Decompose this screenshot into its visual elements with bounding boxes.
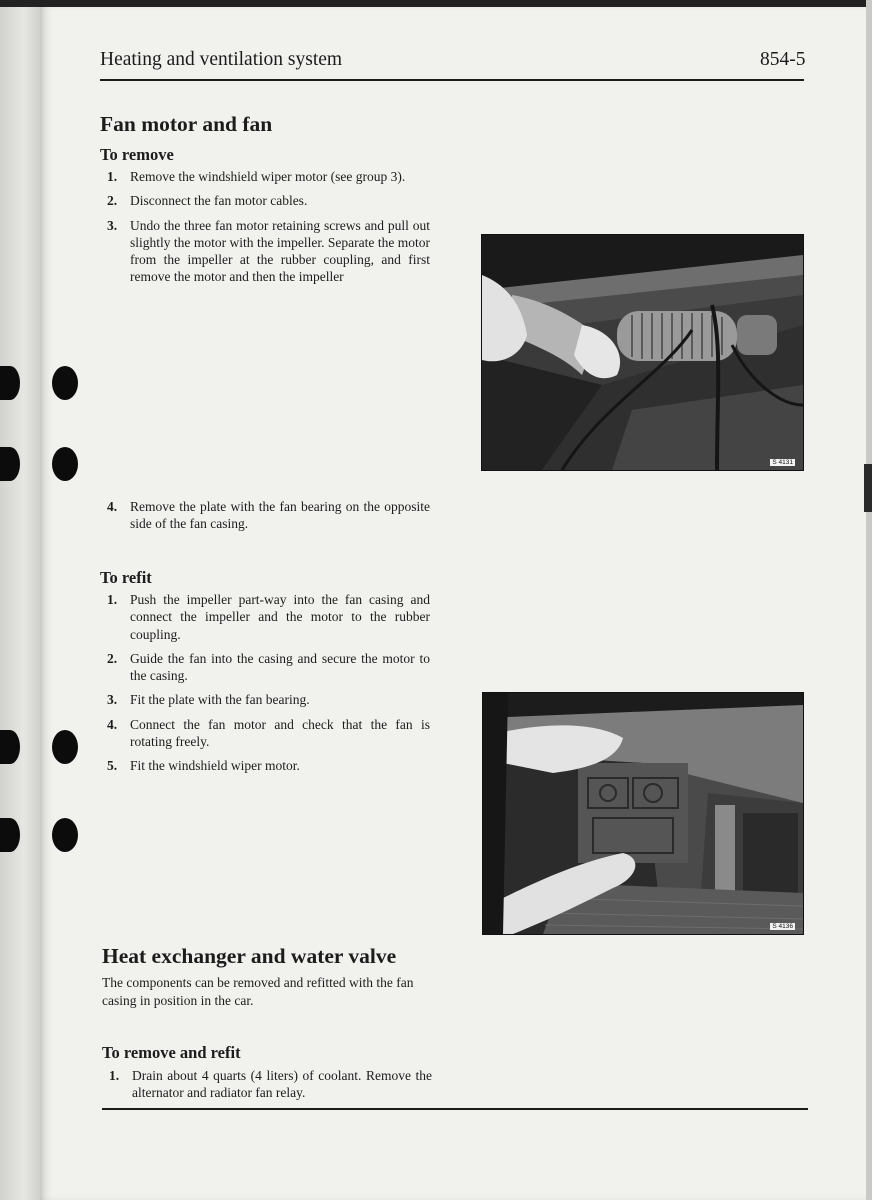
remove-steps-list-cont [100,498,430,540]
header-rule [100,79,804,81]
figure-id-label: S 4131 [772,459,793,466]
step-number: 3. [107,217,118,233]
step-text: Fit the plate with the fan bearing. [130,692,310,708]
binder-hole [0,730,20,764]
step-number: 2. [107,193,118,209]
step-text: Drain about 4 quarts (4 liters) of coolant. Remove the alternator and radiator fan relay. [132,1068,432,1101]
list-item [100,498,430,533]
step-text: Undo the three fan motor retaining screws and pull out slightly the motor with the impeller. Separate the motor from the impeller at the rubber coupling, and first remove the motor and then the impeller [130,217,430,285]
list-item [100,650,430,685]
section-title-heat-exchanger: Heat exchanger and water valve [102,944,397,968]
step-number: 1. [109,1068,120,1083]
subheading-to-remove-and-refit: To remove and refit [102,1043,241,1062]
step-number: 4. [107,716,118,732]
fan-motor-removal-photo [481,234,804,471]
remove-steps-list [100,168,430,293]
step-text: Guide the fan into the casing and secure the motor to the casing. [130,650,430,684]
step-text: Push the impeller part-way into the fan casing and connect the impeller and the motor to the rubber coupling. [130,592,430,642]
thumb-index-tab [864,464,872,512]
figure-id-label: S 4136 [772,923,793,930]
subheading-to-remove: To remove [100,145,174,164]
footer-rule [102,1108,808,1110]
top-edge-shadow [0,0,872,7]
binder-strip [0,0,40,1200]
step-number: 5. [107,758,118,774]
remove-refit-steps-list [102,1067,432,1109]
binder-hole [0,366,20,400]
step-number: 3. [107,692,118,708]
step-text: Disconnect the fan motor cables. [130,193,308,209]
fan-installation-photo [482,692,804,935]
heat-exchanger-intro: The components can be removed and refitted with the fan casing in position in the car. [102,975,414,1008]
running-header-title: Heating and ventilation system [100,49,343,70]
list-item [100,192,430,209]
list-item [100,757,430,774]
binder-hole [52,366,78,400]
page-number: 854-5 [760,49,806,70]
list-item [100,716,430,751]
list-item [100,168,430,185]
step-number: 1. [107,169,118,184]
step-text: Remove the windshield wiper motor (see group 3). [130,169,406,184]
step-text: Remove the plate with the fan bearing on the opposite side of the fan casing. [130,499,430,532]
binder-hole [52,447,78,481]
list-item [100,217,430,286]
step-text: Connect the fan motor and check that the fan is rotating freely. [130,716,430,750]
binder-hole [52,818,78,852]
binder-hole [0,447,20,481]
fan-motor-removal-illustration [482,235,803,470]
binder-hole [52,730,78,764]
section-title-fan: Fan motor and fan [100,112,273,136]
step-number: 4. [107,499,118,514]
list-item [100,691,430,708]
binder-hole [0,818,20,852]
subheading-to-refit: To refit [100,568,152,587]
page-edge [866,0,872,1200]
step-number: 1. [107,592,118,607]
list-item [102,1067,432,1102]
fan-installation-illustration [483,693,803,934]
refit-steps-list [100,591,430,782]
step-number: 2. [107,650,118,666]
list-item [100,591,430,643]
step-text: Fit the windshield wiper motor. [130,758,300,774]
